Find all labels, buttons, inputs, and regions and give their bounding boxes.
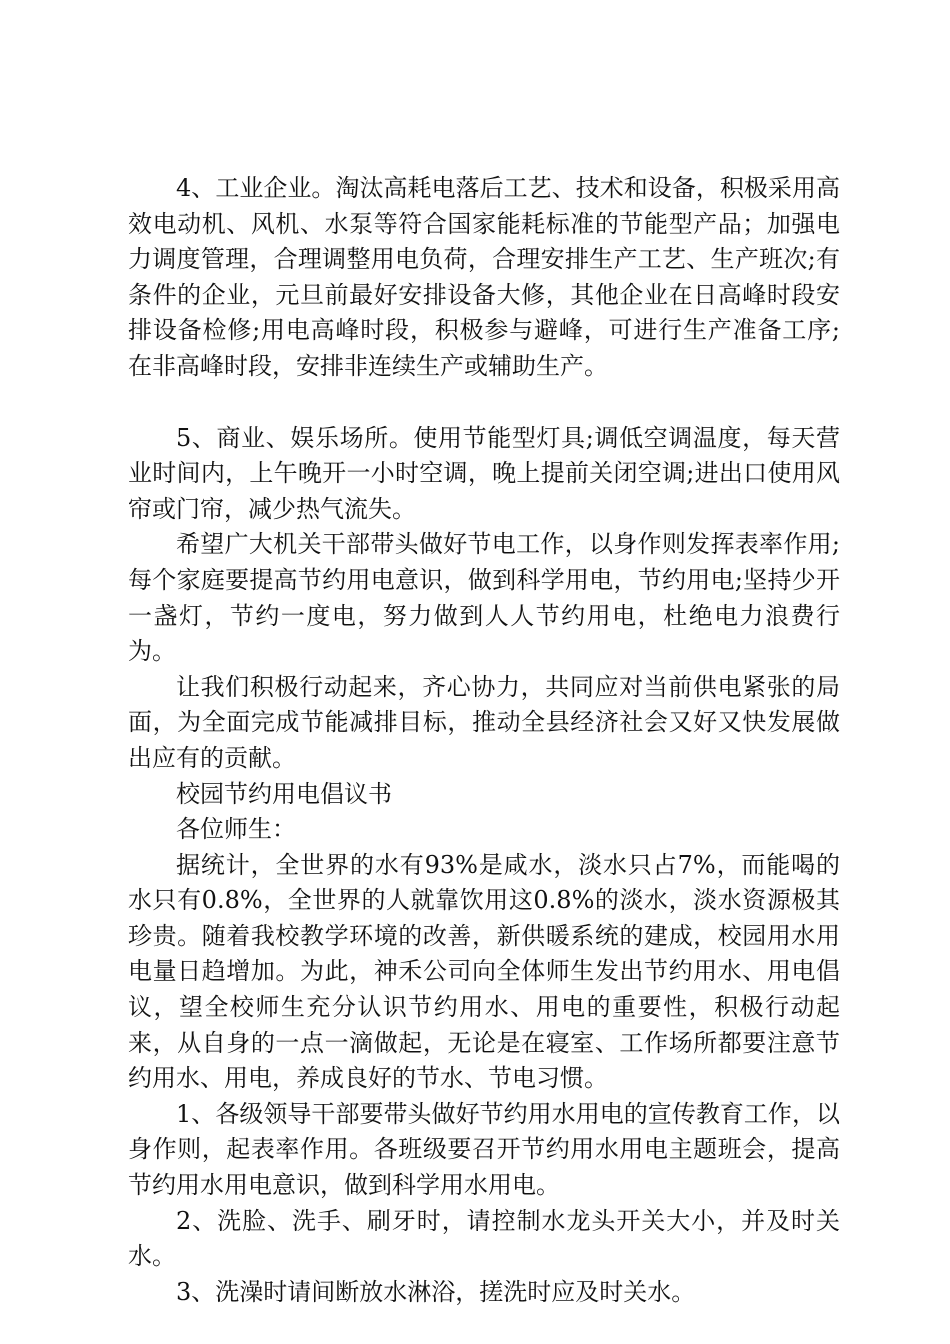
salutation: 各位师生： [176,815,296,844]
paragraph-commercial: 5、商业、娱乐场所。使用节能型灯具;调低空调温度，每天营业时间内，上午晚开一小时空调，晚上提前关闭空调;进出口使用风帘或门帘，减少热气流失。 [128,423,840,523]
list-item-3: 3、洗澡时请间断放水淋浴，搓洗时应及时关水。 [176,1277,696,1306]
document-body [128,171,840,1310]
paragraph-officials: 希望广大机关干部带头做好节电工作，以身作则发挥表率作用;每个家庭要提高节约用电意识，做到科学用电，节约用电;坚持少开一盏灯，节约一度电，努力做到人人节约用电，杜绝电力浪费行为。 [128,530,840,666]
section-title: 校园节约用电倡议书 [176,779,392,808]
paragraph-call-to-action: 让我们积极行动起来，齐心协力，共同应对当前供电紧张的局面，为全面完成节能减排目标，推动全县经济社会又好又快发展做出应有的贡献。 [128,672,840,772]
paragraph-statistics: 据统计，全世界的水有93%是咸水，淡水只占7%，而能喝的水只有0.8%，全世界的人就靠饮用这0.8%的淡水，淡水资源极其珍贵。随着我校教学环境的改善，新供暖系统的建成，校园用水用电量日趋增加。为此，神禾公司向全体师生发出节约用水、用电倡议，望全校师生充分认识节约用水、用电的重要性，积极行动起来，从自身的一点一滴做起，无论是在寝室、工作场所都要注意节约用水、用电，养成良好的节水、节电习惯。 [128,850,840,1093]
paragraph-industrial: 4、工业企业。淘汰高耗电落后工艺、技术和设备，积极采用高效电动机、风机、水泵等符合国家能耗标准的节能型产品；加强电力调度管理，合理调整用电负荷，合理安排生产工艺、生产班次;有条件的企业，元旦前最好安排设备大修，其他企业在日高峰时段安排设备检修;用电高峰时段，积极参与避峰，可进行生产准备工序;在非高峰时段，安排非连续生产或辅助生产。 [128,174,840,380]
list-item-1: 1、各级领导干部要带头做好节约用水用电的宣传教育工作，以身作则，起表率作用。各班级要召开节约用水用电主题班会，提高节约用水用电意识，做到科学用水用电。 [128,1099,840,1200]
list-item-2: 2、洗脸、洗手、刷牙时，请控制水龙头开关大小，并及时关水。 [128,1206,840,1271]
